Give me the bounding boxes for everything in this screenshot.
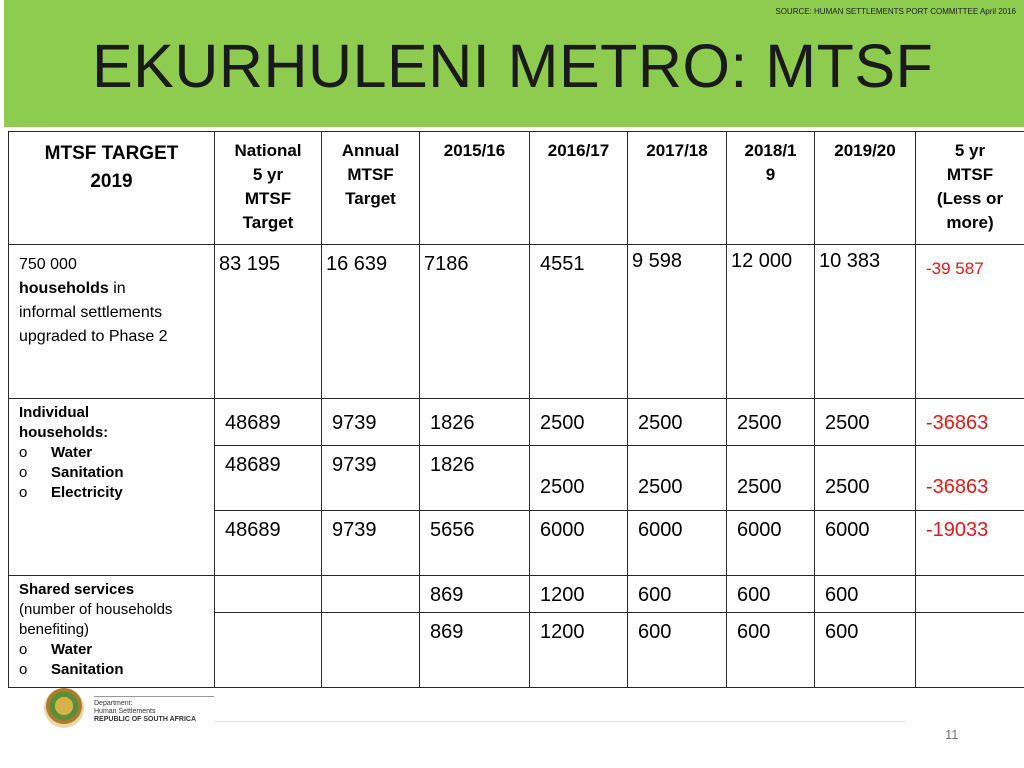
coat-of-arms-icon — [44, 688, 84, 728]
header-2019-20: 2019/20 — [815, 132, 916, 245]
table-cell: 16 639 — [322, 245, 420, 399]
department-logo — [44, 688, 214, 732]
header-national-target: National 5 yr MTSF Target — [215, 132, 322, 245]
table-cell-empty — [916, 613, 1024, 688]
table-cell: 1826 — [420, 399, 530, 446]
table-cell-empty — [215, 576, 322, 613]
table-cell: 600 — [628, 613, 727, 688]
table-cell-empty — [322, 613, 420, 688]
table-cell-empty — [916, 576, 1024, 613]
table-cell: 2500 — [815, 446, 916, 511]
list-item: o Water — [19, 640, 210, 660]
table-cell: 2500 — [815, 399, 916, 446]
header-2015-16: 2015/16 — [420, 132, 530, 245]
header-mtsf-target: MTSF TARGET 2019 — [9, 132, 215, 245]
header-2016-17: 2016/17 — [530, 132, 628, 245]
table-cell-shortfall: -39 587 — [916, 245, 1024, 399]
list-item: o Sanitation — [19, 660, 210, 680]
row-label-individual-households: Individual households: o Water o Sanitation o Electricity — [9, 399, 215, 576]
table-row-shared-water — [9, 576, 1024, 613]
table-cell: 600 — [815, 613, 916, 688]
title-banner — [4, 0, 1024, 127]
table-cell: 1200 — [530, 613, 628, 688]
table-row-individual-water — [9, 399, 1024, 446]
table-cell: 10 383 — [815, 245, 916, 399]
table-cell: 4551 — [530, 245, 628, 399]
table-cell: 2500 — [628, 399, 727, 446]
table-cell-shortfall: -36863 — [916, 399, 1024, 446]
table-cell: 6000 — [628, 511, 727, 576]
table-cell: 9 598 — [628, 245, 727, 399]
logo-divider — [94, 696, 214, 697]
page-number: 11 — [945, 727, 959, 742]
table-cell: 869 — [420, 613, 530, 688]
row-label-shared-services: Shared services (number of households benefiting) o Water o Sanitation — [9, 576, 215, 688]
header-row — [9, 132, 1024, 245]
table-cell: 2500 — [530, 399, 628, 446]
table-cell: 1826 — [420, 446, 530, 511]
list-item: o Electricity — [19, 483, 210, 503]
table-cell: 6000 — [530, 511, 628, 576]
logo-text: REPUBLIC OF SOUTH AFRICA — [94, 716, 197, 723]
logo-text: Department: — [94, 700, 133, 707]
table-cell: 83 195 — [215, 245, 322, 399]
header-2018-19: 2018/1 9 — [727, 132, 815, 245]
table-cell: 48689 — [215, 446, 322, 511]
header-annual-target: Annual MTSF Target — [322, 132, 420, 245]
source-note: SOURCE: HUMAN SETTLEMENTS PORT COMMITTEE April 2016 — [775, 7, 1016, 16]
page-title: EKURHULENI METRO: MTSF — [92, 32, 934, 100]
table-cell: 2500 — [727, 399, 815, 446]
table-cell: 2500 — [530, 446, 628, 511]
header-5yr-mtsf: 5 yr MTSF (Less or more) — [916, 132, 1024, 245]
table-cell: 9739 — [322, 511, 420, 576]
table-cell: 7186 — [420, 245, 530, 399]
logo-text: Human Settlements — [94, 708, 156, 715]
table-cell: 600 — [727, 613, 815, 688]
table-cell-empty — [215, 613, 322, 688]
mtsf-table — [8, 131, 1024, 688]
table-cell: 6000 — [815, 511, 916, 576]
table-cell-shortfall: -19033 — [916, 511, 1024, 576]
footer-divider — [215, 721, 905, 722]
table-cell: 1200 — [530, 576, 628, 613]
row-label-informal-settlements: 750 000 households in informal settlements upgraded to Phase 2 — [9, 245, 215, 399]
table-cell: 869 — [420, 576, 530, 613]
table-cell: 600 — [727, 576, 815, 613]
table-row-informal-settlements — [9, 245, 1024, 399]
list-item: o Sanitation — [19, 463, 210, 483]
table-cell: 48689 — [215, 399, 322, 446]
table-cell: 600 — [628, 576, 727, 613]
list-item: o Water — [19, 443, 210, 463]
table-cell: 12 000 — [727, 245, 815, 399]
table-cell-empty — [322, 576, 420, 613]
table-cell: 2500 — [628, 446, 727, 511]
table-cell: 5656 — [420, 511, 530, 576]
table-cell: 9739 — [322, 446, 420, 511]
table-cell: 9739 — [322, 399, 420, 446]
table-cell-shortfall: -36863 — [916, 446, 1024, 511]
table-cell: 600 — [815, 576, 916, 613]
table-cell: 6000 — [727, 511, 815, 576]
header-2017-18: 2017/18 — [628, 132, 727, 245]
table-cell: 48689 — [215, 511, 322, 576]
table-cell: 2500 — [727, 446, 815, 511]
